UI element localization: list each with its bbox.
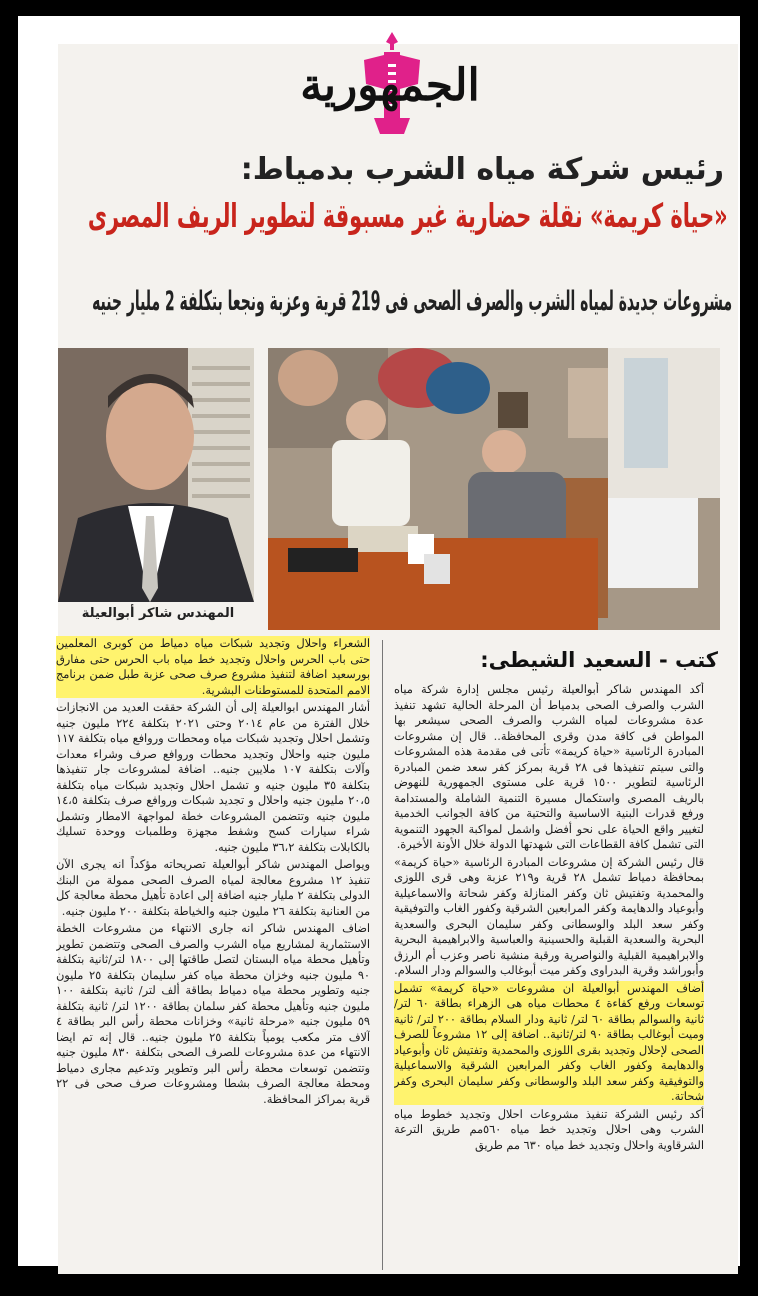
portrait-image [58,348,254,602]
masthead-title: الجمهورية [300,60,480,111]
article-column-right [394,682,704,1282]
headline-kicker: رئيس شركة مياه الشرب بدمياط: [240,152,724,187]
headline-sub: مشروعات جديدة لمياه الشرب والصرف الصحى فى 219 قرية وعزبة ونجعا بتكلفة 2 مليار جنيه [91,286,732,317]
article-byline: كتب - السعيد الشيطى: [480,648,718,672]
column-divider [382,640,383,1270]
newspaper-logo [262,30,518,138]
portrait-caption: المهندس شاكر أبوالعيلة [81,606,235,621]
article-paragraph: أشار المهندس ابوالعيلة إلى أن الشركة حققت العديد من الانجازات خلال الفترة من عام ٢٠١٤ وحتى ٢٠٢١ بتكلفة ٢٢٤ مليون جنيه وتشمل احلال وتجديد شبكات مياه ومحطات وروافع مياه بتكلفة ١١٧ مليون جنيه واحلال وتجديد محطات وروافع صرف وشراء معدات وآلات بتكلفة ١٠٧ ملايين جنيه.. اضافة لمشروعات جار تنفيذها بتكلفة ٣٥ مليون جنيه و تشمل احلال وتجديد شبكات مياه بتكلفة ٢٠،٥ مليون جنيه واحلال و تجديد شبكات وروافع صرف بتكلفة ١٤،٥ مليون جنيه وتتضمن المشروعات خطة لمواجهة الامطار وتشمل شراء سيارات كسح وشفط مجهزة وطلمبات ووحدة تسليك بالكابلات بتكلفة ٣٦،٢ مليون جنيه. [56,701,370,854]
meeting-photo [268,348,720,630]
article-paragraph: الشعراء واحلال وتجديد شبكات مياه دمياط من كوبرى المعلمين حتى باب الحرس واحلال وتجديد خط مياه باب الحرس حتى مفارق بورسعيد اضافة لتنفيذ مشروع صرف صحى عزبة طبل ضمن برنامج الامم المتحدة للمستوطنات البشرية. [56,637,370,697]
headline-main: «حياة كريمة» نقلة حضارية غير مسبوقة لتطوير الريف المصرى [88,196,728,235]
article-paragraph: ويواصل المهندس شاكر أبوالعيلة تصريحاته مؤكداً انه يجرى الآن تنفيذ ١٢ مشروع معالجة لمياه الصرف الصحى ممولة من البنك الدولى بتكلفة ٢ مليار جنيه اضافة إلى اعادة تأهيل محطة معالجة كل من العنانية بتكلفة ٢٦ مليون جنيه والخياطة بتكلفة ٢٠٠ مليون جنيه. [56,858,370,918]
meeting-photo-image [268,348,720,630]
article-paragraph: أكد رئيس الشركة تنفيذ مشروعات احلال وتجديد خطوط مياه الشرب وهى احلال وتجديد خط مياه ٥٦٠مم طريق الترعة الشرقاوية واحلال وتجديد خط مياه ٦٣٠ مم طريق [394,1107,704,1152]
portrait-photo [58,348,254,602]
article-paragraph: قال رئيس الشركة إن مشروعات المبادرة الرئاسية «حياة كريمة» بمحافظة دمياط تشمل ٢٨ قرية و٢١٩ عزبة وهى قرى اللوزى والمحمدية وتفتيش ثان وكفر المنازلة وكفر شحاتة والاسماعيلية وأبوعياد والدهايمة وكفر المرابعين الشرقية وكفور الغاب والتوفيقية وكفر سعد البلد والوسطانى وكفر سليمان البحرى والسعدية البحرية والسعدية القبلية والحسينية والعباسية والابراهيمية البحرية والابراهيمية القبلية والنواصرية ورقبة منشية ناصر وعزب أم الرزق وأبوراشد وقرية البدراوى وكفر ميت أبوغالب والسوالم ودار السلام. [394,855,704,977]
article-paragraph: أكد المهندس شاكر أبوالعيلة رئيس مجلس إدارة شركة مياه الشرب والصرف الصحى بدمياط أن المرحلة الحالية تشهد تنفيذ عدة مشروعات لمياه الشرب والصرف الصحى سيشعر بها المواطن فى كافة مدن وقرى المحافظة.. قال إن مشروعات المبادرة الرئاسية «حياة كريمة» تأتى فى مقدمة هذه المشروعات والتى سيتم تنفيذها فى ٢٨ قرية بمركز كفر سعد ضمن المبادرة الرئاسية لتطوير ١٥٠٠ قرية على مستوى الجمهورية للنهوض بالريف المصرى واستكمال مسيرة التنمية الشاملة والمستدامة ورفع قدرات البنية الاساسية والتحتية من كافة الجوانب الخدمية لتغيير واقع الحياة على نحو أفضل واشمل لمواكبة الجهود التنموية التى تشمل كافة القطاعات التى شهدتها الدولة خلال الأونة الأخيرة. [394,683,704,851]
article-paragraph: اضاف المهندس شاكر انه جارى الانتهاء من مشروعات الخطة الاستثمارية لمشاريع مياه الشرب والصرف الصحى وتتضمن تطوير وتأهيل محطة مياه البستان لتصل طاقتها إلى ١٨٠٠ لتر/ثانية بتكلفة ٩٠ مليون جنيه وخزان محطة مياه كفر سليمان بتكلفة ٢٥ مليون جنيه وتطوير محطة مياه دمياط بطاقة ألف لتر/ ثانية بتكلفة ١٠٠ مليون جنيه وتأهيل محطة كفر سلمان بطاقة ١٢٠٠ لتر/ ثانية بتكلفة ٥٩ مليون جنيه «مرحلة ثانية» وخزانات محطة رأس البر بطاقة ٤ آلاف متر مكعب يومياً بتكلفة ٢٥ مليون جنيه.. قال إنه تم ايضا الانتهاء من عدة مشروعات للصرف الصحى بتكلفة ٨٣٠ مليون جنيه وتتضمن توسعات محطة رأس البر وتطوير وتدعيم مجارى دمياط ومحطة معالجة الصرف بشطا ومشروعات صرف صحى فى ٢٢ قرية بمراكز المحافظة. [56,922,370,1106]
article-column-left [56,636,370,1296]
article-paragraph: أضاف المهندس أبوالعيلة ان مشروعات «حياة كريمة» تشمل توسعات ورفع كفاءة ٤ محطات مياه هى الزهراء بطاقة ٦٠ لتر/ ثانية والسوالم بطاقة ٦٠ لتر/ ثانية ودار السلام بطاقة ٢٠٠ لتر/ ثانية وميت أبوغالب بطاقة ٩٠ لتر/ثانية.. اضافة إلى ١٢ مشروعاً للصرف الصحى لإحلال وتجديد بقرى اللوزى والمحمدية وتفتيش ثان وأبوعياد والدهايمة وكفور الغاب وكفر المرابعين الشرقية والاسماعيلية والتوفيقية وكفر سعد البلد والوسطانى وكفر سليمان البحرى وكفر شحاتة. [394,981,704,1103]
